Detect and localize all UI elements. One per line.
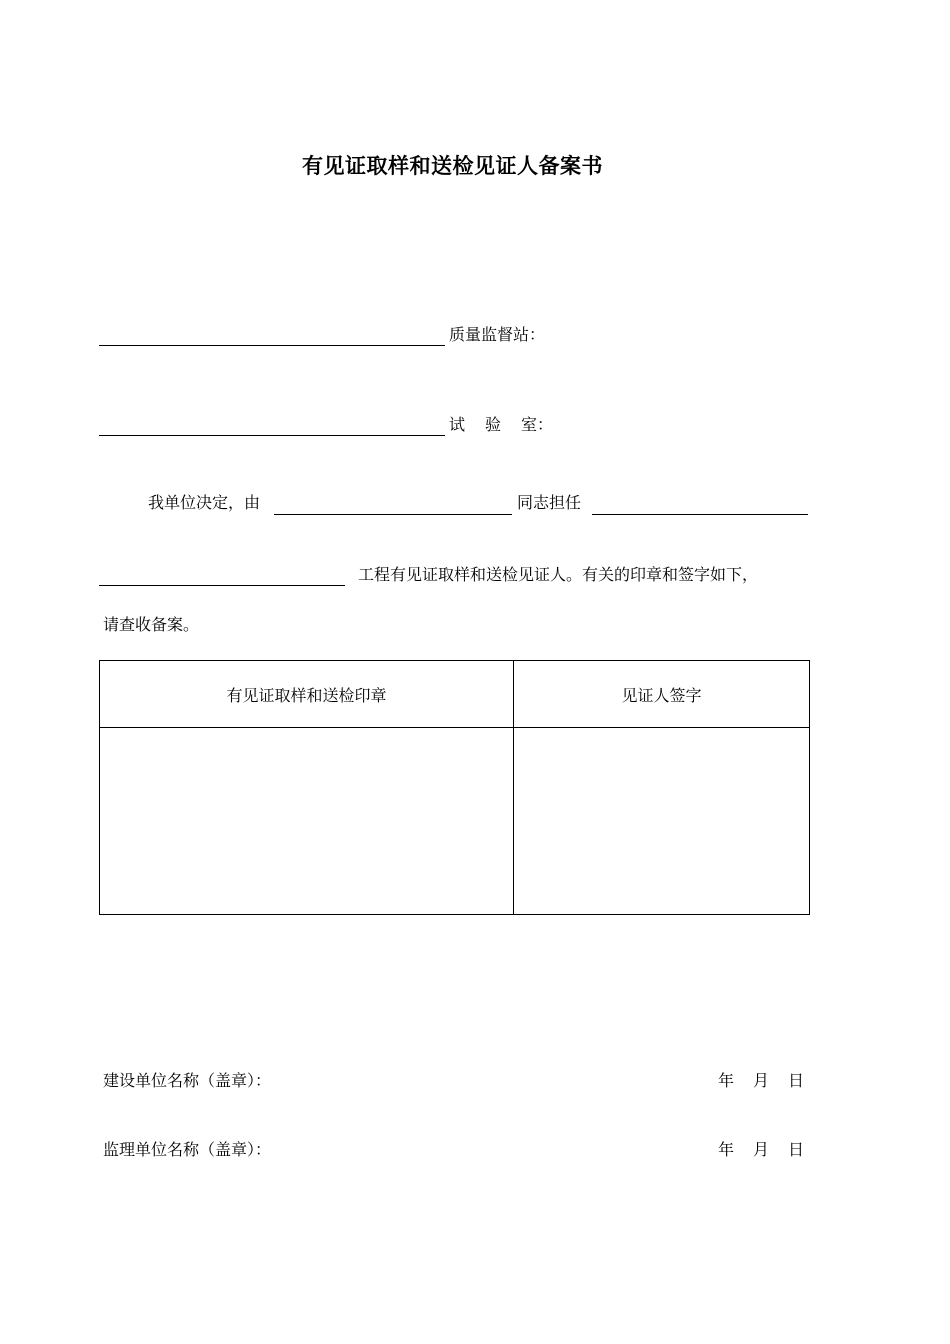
para-line2: 工程有见证取样和送检见证人。有关的印章和签字如下，: [358, 565, 759, 584]
lab-label-char-3: 室：: [521, 415, 554, 434]
para-line3: 请查收备案。: [103, 615, 200, 634]
date-day-label: 日: [788, 1140, 805, 1159]
lab-name-blank[interactable]: [99, 435, 445, 436]
construction-unit-label: 建设单位名称（盖章）：: [103, 1071, 272, 1090]
lab-label-char-1: 试: [449, 415, 466, 434]
signature-column-header: 见证人签字: [514, 661, 810, 728]
seal-cell[interactable]: [100, 728, 514, 915]
supervision-date: [718, 1139, 804, 1161]
supervision-unit-label: 监理单位名称（盖章）：: [103, 1140, 272, 1159]
lab-label: [449, 414, 553, 436]
project-name-blank-1[interactable]: [592, 514, 808, 515]
date-day-label: 日: [788, 1071, 805, 1090]
table-row: [100, 728, 810, 915]
date-month-label: 月: [753, 1140, 770, 1159]
date-year-label: 年: [718, 1071, 735, 1090]
table-header-row: [100, 661, 810, 728]
witness-name-blank[interactable]: [274, 514, 512, 515]
date-year-label: 年: [718, 1140, 735, 1159]
project-name-blank-2[interactable]: [99, 585, 345, 586]
signature-cell[interactable]: [514, 728, 810, 915]
construction-date: [718, 1070, 804, 1092]
seal-column-header: 有见证取样和送检印章: [100, 661, 514, 728]
para-middle: 同志担任: [517, 493, 582, 512]
date-month-label: 月: [753, 1071, 770, 1090]
document-title: 有见证取样和送检见证人备案书: [302, 154, 603, 178]
station-label: 质量监督站：: [449, 325, 546, 344]
lab-label-char-2: 验: [485, 415, 502, 434]
para-prefix: 我单位决定，由: [148, 493, 261, 512]
station-name-blank[interactable]: [99, 345, 445, 346]
seal-signature-table: [99, 660, 810, 915]
